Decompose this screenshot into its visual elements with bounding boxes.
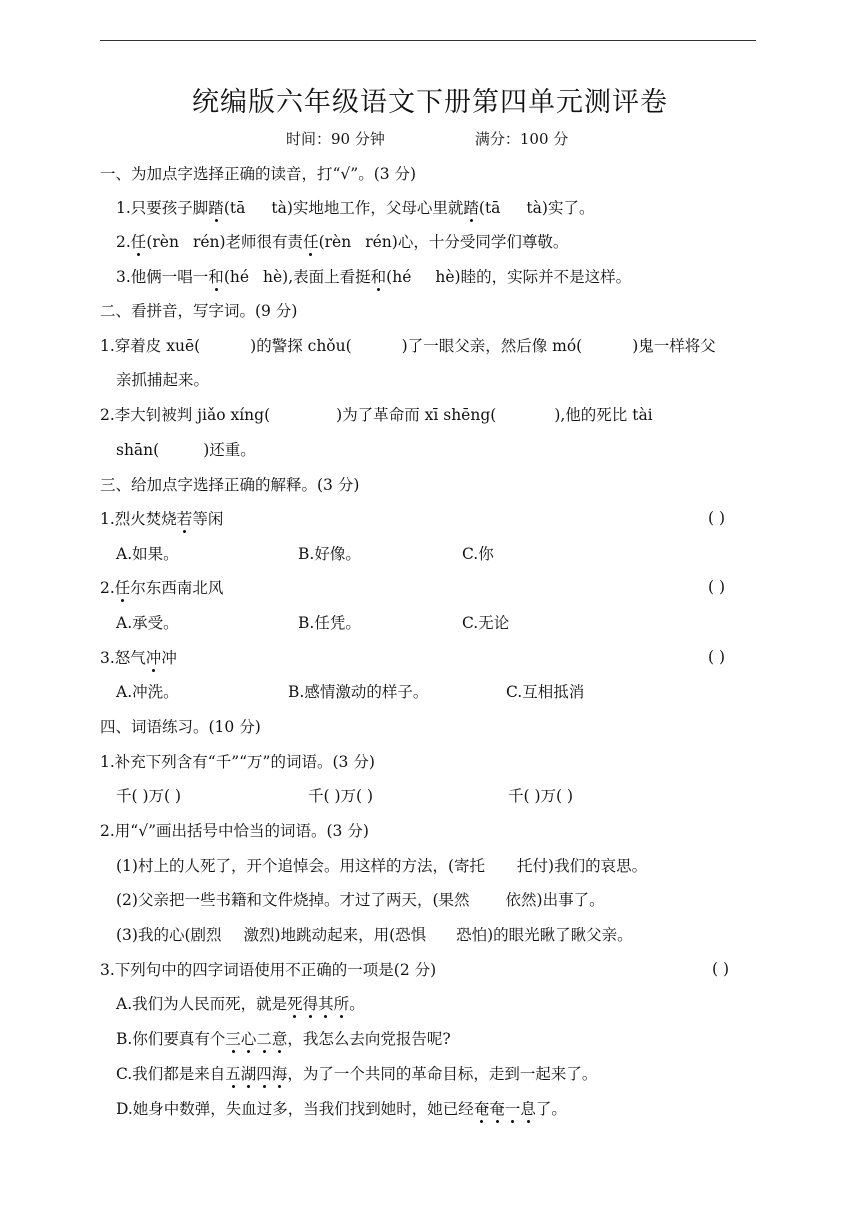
dotted-char: 意	[271, 1030, 288, 1048]
text: tà)实地地工作，父母心里就	[271, 199, 464, 217]
text: C.我们都是来自	[116, 1065, 226, 1083]
option-a: A.承受。	[116, 614, 179, 632]
dotted-char: 任	[130, 233, 147, 251]
s2-question-1	[100, 336, 716, 356]
text: 1.烈火焚烧	[100, 510, 177, 528]
s2-question-1-cont: 亲抓捕起来。	[116, 371, 210, 389]
dotted-char: 奄	[489, 1100, 505, 1118]
text: rén)心，十分受同学们尊敬。	[365, 233, 569, 251]
text: (rèn	[146, 233, 179, 251]
s4-question-1: 1.补充下列含有“千”“万”的词语。(3 分)	[100, 753, 375, 771]
text: (rèn	[318, 233, 352, 251]
text: shān(	[116, 441, 160, 459]
option-c: C.你	[462, 545, 494, 563]
text: 等闲	[192, 510, 224, 528]
s4-q3-option-c	[116, 1064, 597, 1084]
s4-q3-option-a	[116, 994, 365, 1014]
dotted-char: 三	[225, 1030, 241, 1048]
dotted-char: 海	[271, 1065, 288, 1083]
dotted-char: 其	[318, 995, 334, 1013]
text: D.她身中数弹，失血过多，当我们找到她时，她已经	[116, 1100, 474, 1118]
option-b: B.任凭。	[298, 614, 361, 632]
fill-blank[interactable]: 千( )万( )	[508, 787, 574, 805]
text: 2.	[116, 233, 131, 251]
text: ),他的死比 tài	[554, 406, 653, 424]
option-b: B.感情激动的样子。	[288, 683, 429, 701]
exam-meta	[286, 128, 568, 149]
dotted-char: 一	[504, 1100, 521, 1118]
s3-question-3	[100, 648, 177, 668]
s4-q3-option-d	[116, 1099, 567, 1119]
text: 尔东西南北风	[130, 579, 224, 597]
text: hè),表面上看挺	[263, 268, 371, 286]
text: B.你们要真有个	[116, 1030, 226, 1048]
text: )的警探 chǒu(	[250, 337, 352, 355]
text: rén)老师很有责	[192, 233, 304, 251]
page-title: 统编版六年级语文下册第四单元测评卷	[192, 87, 668, 118]
section-2-heading: 二、看拼音，写字词。(9 分)	[100, 302, 298, 320]
dotted-char: 得	[302, 995, 319, 1013]
text: 3.他俩一唱一	[116, 268, 209, 286]
text: )鬼一样将父	[632, 337, 716, 355]
text: 2.李大钊被判 jiǎo xíng(	[100, 406, 271, 424]
text: ，为了一个共同的革命目标，走到一起来了。	[287, 1065, 598, 1083]
text: 了。	[535, 1100, 567, 1118]
dotted-char: 奄	[473, 1100, 490, 1118]
answer-blank[interactable]: ( )	[712, 960, 730, 978]
section-1-heading: 一、为加点字选择正确的读音，打“√”。(3 分)	[100, 165, 417, 183]
dotted-char: 死	[287, 995, 303, 1013]
text: )为了革命而 xī shēng(	[336, 406, 497, 424]
dotted-char: 任	[114, 579, 131, 597]
text: 激烈)地跳动起来，用(恐惧	[243, 926, 427, 944]
text: 3.怒气	[100, 649, 146, 667]
answer-blank[interactable]: ( )	[708, 648, 726, 666]
dotted-char: 所	[333, 995, 350, 1013]
answer-blank[interactable]: ( )	[708, 509, 726, 527]
dotted-char: 踏	[208, 199, 224, 217]
option-c: C.互相抵消	[506, 683, 585, 701]
option-b: B.好像。	[298, 545, 361, 563]
answer-blank[interactable]: ( )	[708, 578, 726, 596]
section-3-heading: 三、给加点字选择正确的解释。(3 分)	[100, 476, 360, 494]
s2-question-2-cont	[116, 440, 256, 460]
dotted-char: 四	[256, 1065, 272, 1083]
text: hè)睦的，实际并不是这样。	[435, 268, 632, 286]
option-a: A.如果。	[116, 545, 179, 563]
text: 1.只要孩子脚	[116, 199, 209, 217]
text: )了一眼父亲，然后像 mó(	[401, 337, 583, 355]
dotted-char: 湖	[240, 1065, 257, 1083]
top-rule	[100, 40, 756, 41]
s4-question-2: 2.用“√”画出括号中恰当的词语。(3 分)	[100, 822, 369, 840]
text: ，我怎么去向党报告呢?	[287, 1030, 451, 1048]
dotted-char: 息	[520, 1100, 536, 1118]
text: (hé	[223, 268, 250, 286]
fill-blank[interactable]: 千( )万( )	[116, 787, 182, 805]
s4-q2-item-3	[116, 925, 633, 945]
text: tà)实了。	[526, 199, 595, 217]
exam-time: 时间：90 分钟	[286, 130, 385, 148]
text: )还重。	[203, 441, 256, 459]
exam-score: 满分：100 分	[474, 130, 569, 148]
dotted-char: 和	[370, 268, 387, 286]
text: (tā	[478, 199, 501, 217]
dotted-char: 任	[303, 233, 319, 251]
text: (2)父亲把一些书籍和文件烧掉。才过了两天，(果然	[116, 891, 470, 909]
s4-q2-item-1	[116, 856, 647, 876]
dotted-char: 踏	[463, 199, 479, 217]
dotted-char: 五	[225, 1065, 241, 1083]
text: 冲	[161, 649, 177, 667]
text: 2.	[100, 579, 115, 597]
option-c: C.无论	[462, 614, 510, 632]
s1-question-1	[116, 198, 594, 218]
option-a: A.冲洗。	[116, 683, 179, 701]
text: 。	[349, 995, 365, 1013]
s4-q3-option-b	[116, 1029, 451, 1049]
fill-blank[interactable]: 千( )万( )	[308, 787, 374, 805]
text: (3)我的心(剧烈	[116, 926, 222, 944]
dotted-char: 若	[176, 510, 193, 528]
text: (tā	[223, 199, 246, 217]
section-4-heading: 四、词语练习。(10 分)	[100, 718, 261, 736]
dotted-char: 二	[256, 1030, 272, 1048]
text: 依然)出事了。	[505, 891, 605, 909]
s4-q2-item-2	[116, 890, 605, 910]
dotted-char: 心	[240, 1030, 257, 1048]
text: 1.穿着皮 xuē(	[100, 337, 201, 355]
text: 恐怕)的眼光瞅了瞅父亲。	[456, 926, 633, 944]
dotted-char: 和	[208, 268, 224, 286]
text: (hé	[386, 268, 412, 286]
s1-question-3	[116, 267, 631, 287]
s4-question-3: 3.下列句中的四字词语使用不正确的一项是(2 分)	[100, 961, 437, 979]
text: (1)村上的人死了，开个追悼会。用这样的方法，(寄托	[116, 857, 486, 875]
s1-question-2	[116, 232, 568, 252]
dotted-char: 冲	[145, 649, 162, 667]
text: A.我们为人民而死，就是	[116, 995, 288, 1013]
s3-question-2	[100, 578, 223, 598]
text: 托付)我们的哀思。	[517, 857, 648, 875]
s3-question-1	[100, 509, 223, 529]
s2-question-2	[100, 405, 653, 425]
